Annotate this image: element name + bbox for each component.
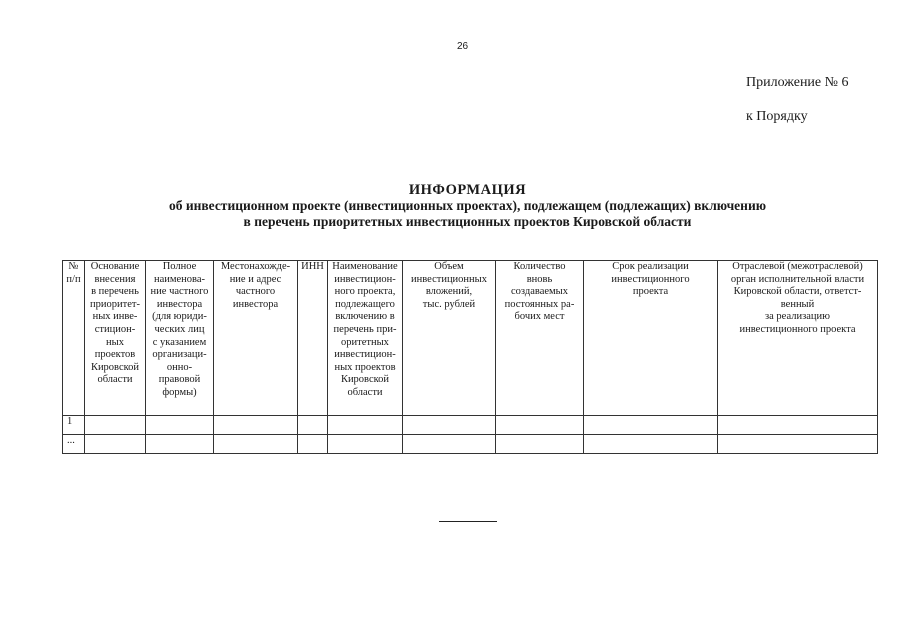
column-header-new-jobs: Количество вновь создаваемых постоянных ра- бочих мест [496,261,584,416]
table-cell [214,416,298,435]
appendix-reference: к Порядку [746,109,808,124]
table-cell [584,416,718,435]
table-cell [85,435,146,454]
table-cell: ... [63,435,85,454]
column-header-responsible-authority: Отраслевой (межотраслевой) орган исполнительной власти Кировской области, ответст- венный за реализацию инвестиционного проекта [718,261,878,416]
document-title: ИНФОРМАЦИЯ [408,182,527,198]
table-cell [214,435,298,454]
appendix-title: Приложение № 6 [746,75,849,90]
table-row [63,435,878,454]
column-header-basis: Основание внесения в перечень приоритет- ных инве- стицион- ных проектов Кировской области [85,261,146,416]
table-cell [298,416,328,435]
table-cell [403,416,496,435]
table-cell [328,416,403,435]
column-header-investment-volume: Объем инвестиционных вложений, тыс. рублей [403,261,496,416]
table-cell [496,435,584,454]
document-header [0,182,905,230]
table-cell [298,435,328,454]
column-header-inn: ИНН [298,261,328,416]
table-cell [328,435,403,454]
info-table [62,260,878,454]
table-cell [718,416,878,435]
column-header-investor-name: Полное наименова- ние частного инвестора (для юриди- ческих лиц с указанием организаци- онно- правовой формы) [146,261,214,416]
column-header-number: № п/п [63,261,85,416]
column-header-project-name: Наименование инвестицион- ного проекта, подлежащего включению в перечень при- оритетных инвестицион- ных проектов Кировской области [328,261,403,416]
table-cell [718,435,878,454]
column-header-implementation-period: Срок реализации инвестиционного проекта [584,261,718,416]
footer-divider [439,521,497,522]
document-subtitle-line-2: в перечень приоритетных инвестиционных проектов Кировской области [243,214,692,229]
table-cell [146,416,214,435]
table-cell [584,435,718,454]
table-cell: 1 [63,416,85,435]
page-number: 26 [457,41,469,52]
table-header-row [63,261,878,416]
table-cell [146,435,214,454]
table-cell [496,416,584,435]
table-cell [85,416,146,435]
column-header-investor-address: Местонахожде- ние и адрес частного инвестора [214,261,298,416]
table-cell [403,435,496,454]
document-subtitle-line-1: об инвестиционном проекте (инвестиционных проектах), подлежащем (подлежащих) включению [168,198,767,213]
table-row [63,416,878,435]
